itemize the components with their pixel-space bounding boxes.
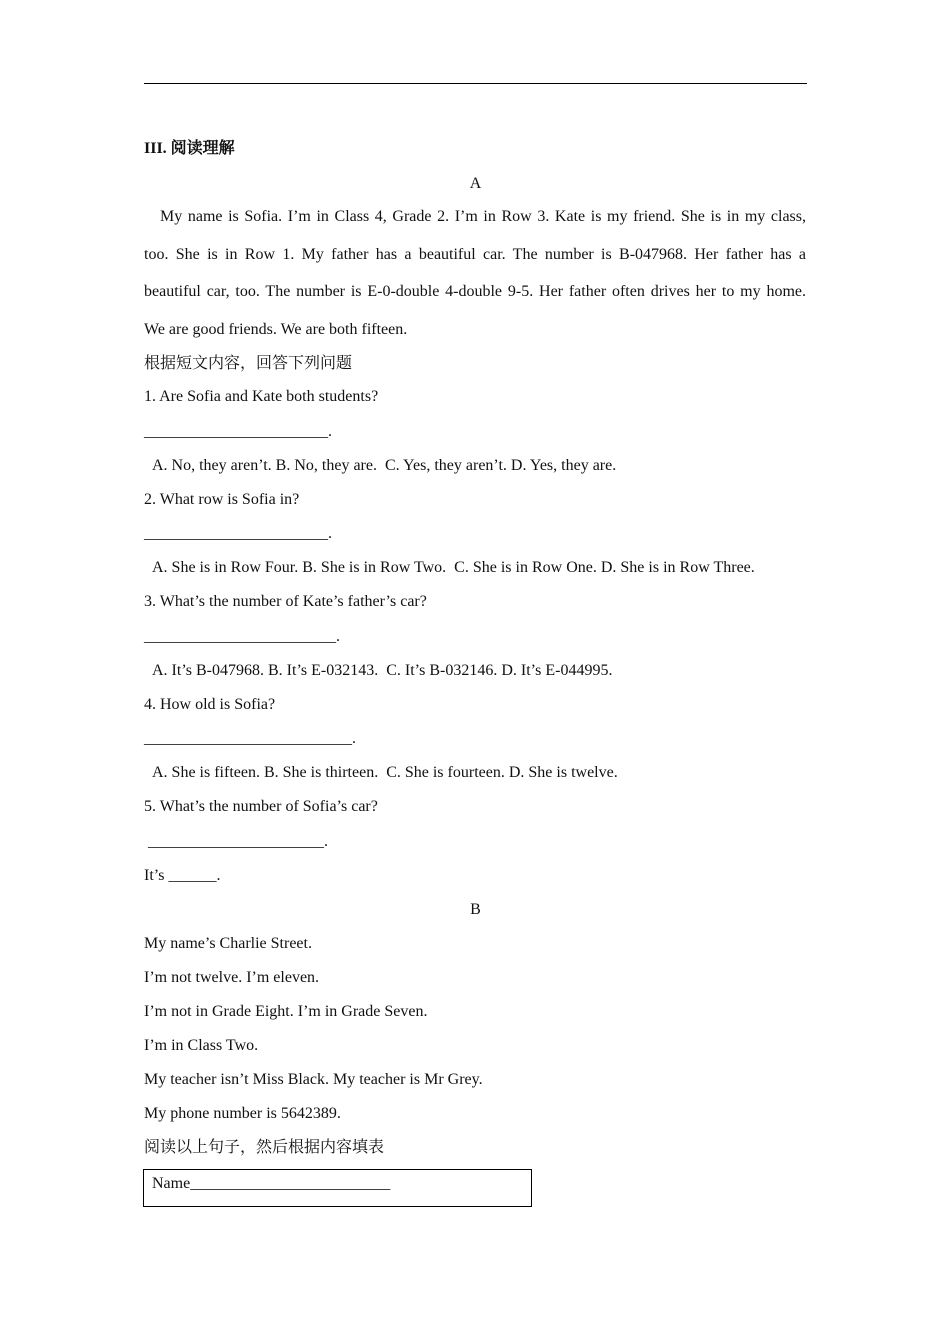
options-4: A. She is fifteen. B. She is thirteen. C. She is fourteen. D. She is twelve. (152, 764, 618, 781)
passage-a-line: too. She is in Row 1. My father has a beautiful car. The number is B-047968. Her father has a (144, 246, 806, 263)
passage-b-line: I’m not in Grade Eight. I’m in Grade Seven. (144, 1003, 428, 1020)
passage-a-line: beautiful car, too. The number is E-0-double 4-double 9-5. Her father often drives her to my home. (144, 283, 806, 300)
passage-a-line: My name is Sofia. I’m in Class 4, Grade 2. I’m in Row 3. Kate is my friend. She is in my class, (160, 208, 806, 225)
question-3: 3. What’s the number of Kate’s father’s car? (144, 593, 427, 610)
answer-blank-2: _______________________. (144, 525, 332, 542)
answer-blank-5: ______________________. (144, 833, 328, 850)
question-4: 4. How old is Sofia? (144, 696, 276, 713)
passage-b-line: My teacher isn’t Miss Black. My teacher is Mr Grey. (144, 1071, 483, 1088)
passage-b-line: I’m in Class Two. (144, 1037, 259, 1054)
options-1: A. No, they aren’t. B. No, they are. C. Yes, they aren’t. D. Yes, they are. (152, 457, 617, 474)
answer-blank-3: ________________________. (144, 628, 340, 645)
instruction-b: 阅读以上句子，然后根据内容填表 (144, 1139, 385, 1156)
answer-blank-1: _______________________. (144, 423, 332, 440)
options-3: A. It’s B-047968. B. It’s E-032143. C. It’s B-032146. D. It’s E-044995. (152, 662, 613, 679)
passage-a-line: We are good friends. We are both fifteen. (144, 321, 408, 338)
passage-b-heading: B (470, 901, 481, 918)
question-1: 1. Are Sofia and Kate both students? (144, 388, 379, 405)
passage-b-line: My phone number is 5642389. (144, 1105, 341, 1122)
instruction-a: 根据短文内容，回答下列问题 (144, 355, 353, 372)
answer-5-fill: It’s ______. (144, 867, 221, 884)
question-2: 2. What row is Sofia in? (144, 491, 300, 508)
info-table (143, 1169, 532, 1207)
passage-a-heading: A (469, 175, 482, 192)
answer-blank-4: __________________________. (144, 730, 356, 747)
header-rule (144, 83, 807, 84)
table-name-row: Name_________________________ (152, 1175, 391, 1192)
question-5: 5. What’s the number of Sofia’s car? (144, 798, 378, 815)
options-2: A. She is in Row Four. B. She is in Row Two. C. She is in Row One. D. She is in Row Three. (152, 559, 755, 576)
passage-b-line: I’m not twelve. I’m eleven. (144, 969, 320, 986)
passage-b-line: My name’s Charlie Street. (144, 935, 312, 952)
section-title: III. 阅读理解 (144, 140, 235, 157)
